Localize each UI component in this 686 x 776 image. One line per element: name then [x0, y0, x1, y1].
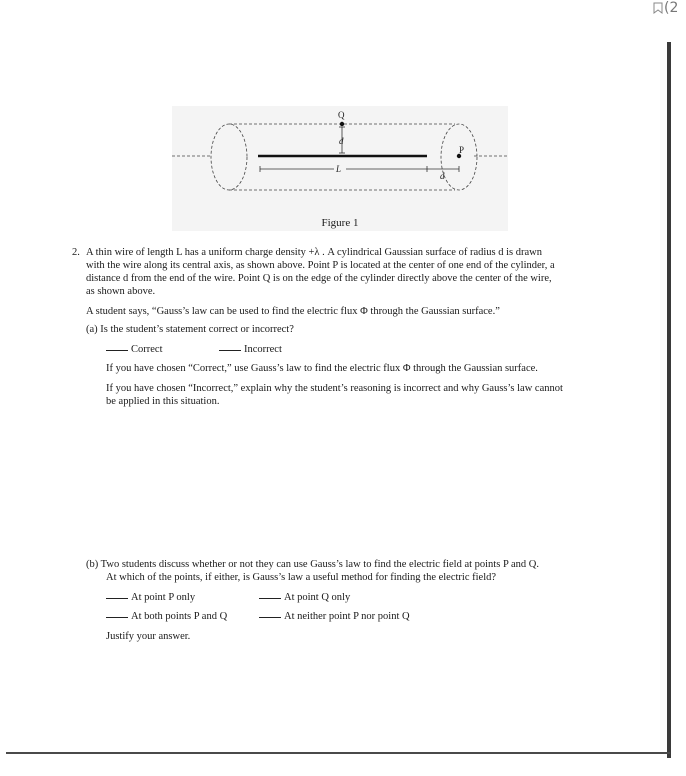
intro-line-2: with the wire along its central axis, as shown above. Point P is located at the center of one end of the cylinder, a [86, 260, 555, 271]
gaussian-cylinder-diagram [172, 106, 508, 231]
student-claim: A student says, “Gauss’s law can be used to find the electric flux Φ through the Gaussian surface.” [86, 306, 500, 317]
intro-line-1: A thin wire of length L has a uniform charge density +λ . A cylindrical Gaussian surface of radius d is drawn [86, 247, 542, 258]
answer-blank[interactable] [259, 598, 281, 599]
figure-caption: Figure 1 [321, 217, 359, 229]
label-d-vertical: d [339, 136, 344, 146]
answer-blank[interactable] [259, 617, 281, 618]
answer-blank[interactable] [106, 617, 128, 618]
correct-instruction: If you have chosen “Correct,” use Gauss’s law to find the electric flux Φ through the Gaussian surface. [106, 363, 538, 374]
label-q: Q [338, 110, 345, 120]
page-right-border [667, 42, 671, 758]
option-point-p-only[interactable] [106, 591, 195, 604]
cylinder-left-end [211, 124, 247, 190]
answer-blank[interactable] [219, 350, 241, 351]
incorrect-instruction-line-2: be applied in this situation. [106, 396, 220, 407]
label-l: L [336, 164, 342, 174]
option-label: Incorrect [244, 344, 282, 355]
option-label: At both points P and Q [131, 611, 228, 622]
option-incorrect[interactable] [219, 343, 282, 356]
justify-prompt: Justify your answer. [106, 631, 191, 642]
incorrect-instruction-line-1: If you have chosen “Incorrect,” explain why the student’s reasoning is incorrect and why Gauss’s law cannot [106, 383, 563, 394]
bookmark-icon [652, 2, 664, 14]
option-label: At point Q only [284, 592, 351, 603]
label-d-horizontal: d [440, 171, 445, 181]
answer-blank[interactable] [106, 350, 128, 351]
intro-line-3: distance d from the end of the wire. Point Q is on the edge of the cylinder directly above the center of the wire, [86, 273, 552, 284]
figure-1 [172, 106, 508, 231]
option-label: At neither point P nor point Q [284, 611, 410, 622]
label-p: P [459, 145, 465, 155]
point-q-dot [340, 122, 344, 126]
question-number: 2. [72, 247, 80, 258]
option-both-points[interactable] [106, 610, 227, 623]
answer-blank[interactable] [106, 598, 128, 599]
part-a-prompt: (a) Is the student’s statement correct or incorrect? [86, 324, 294, 335]
option-label: Correct [131, 344, 163, 355]
option-label: At point P only [131, 592, 196, 603]
page-bottom-border [6, 752, 670, 754]
option-point-q-only[interactable] [259, 591, 350, 604]
part-b-prompt-line-2: At which of the points, if either, is Gauss’s law a useful method for finding the electric field? [106, 572, 497, 583]
intro-line-4: as shown above. [86, 286, 156, 297]
page-indicator-text: (2 [664, 0, 679, 16]
page-indicator[interactable] [652, 0, 678, 16]
option-neither-point[interactable] [259, 610, 410, 623]
option-correct[interactable] [106, 343, 163, 356]
part-b-prompt-line-1: (b) Two students discuss whether or not they can use Gauss’s law to find the electric field at points P and Q. [86, 559, 540, 570]
